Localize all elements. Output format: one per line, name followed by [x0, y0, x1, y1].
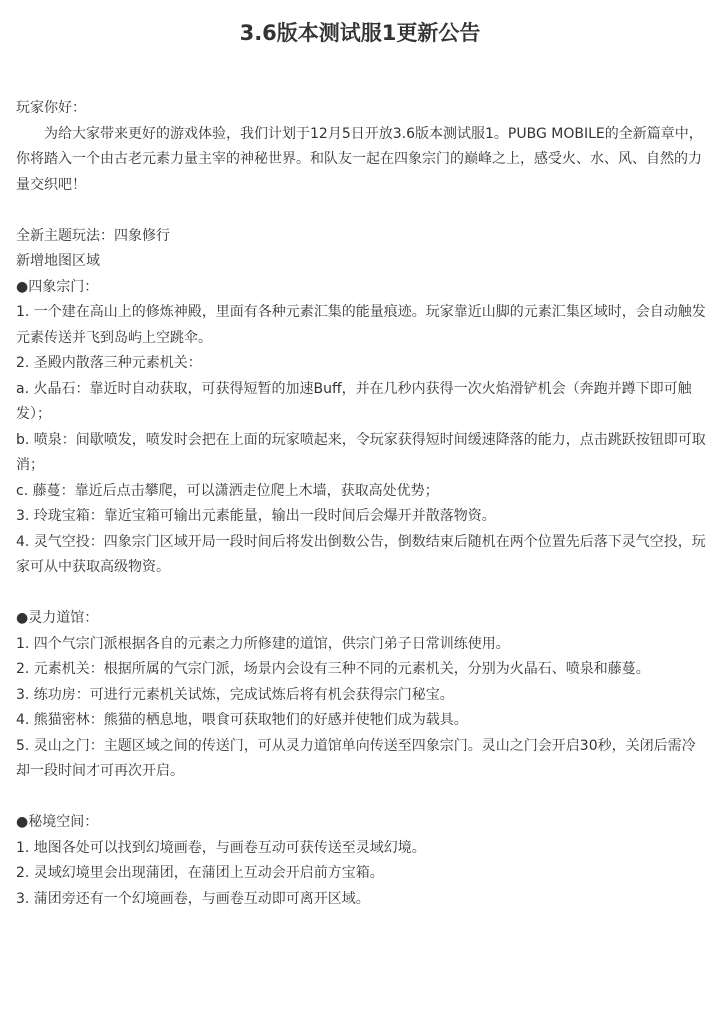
list-item: 3. 蒲团旁还有一个幻境画卷，与画卷互动即可离开区域。 — [16, 890, 370, 907]
list-item: 1. 四个气宗门派根据各自的元素之力所修建的道馆，供宗门弟子日常训练使用。 — [16, 635, 510, 652]
announcement-body — [16, 96, 706, 912]
sixiang-heading: ●四象宗门： — [16, 278, 99, 295]
list-item: a. 火晶石：靠近时自动获取，可获得短暂的加速Buff，并在几秒内获得一次火焰滑铲机会（奔跑并蹲下即可触发）； — [16, 380, 692, 422]
spacer — [16, 581, 706, 607]
spacer — [16, 198, 706, 224]
list-item: 2. 灵域幻境里会出现蒲团，在蒲团上互动会开启前方宝箱。 — [16, 865, 384, 881]
list-item: 2. 元素机关：根据所属的气宗门派，场景内会设有三种不同的元素机关，分别为火晶石、喷泉和藤蔓。 — [16, 661, 650, 677]
mijing-heading: ●秘境空间： — [16, 814, 99, 830]
list-item: 3. 玲珑宝箱：靠近宝箱可输出元素能量，输出一段时间后会爆开并散落物资。 — [16, 508, 496, 524]
theme-heading: 全新主题玩法：四象修行 — [16, 227, 170, 244]
greeting: 玩家你好： — [16, 100, 86, 116]
list-item: 5. 灵山之门：主题区域之间的传送门，可从灵力道馆单向传送至四象宗门。灵山之门会开启30秒，关闭后需冷却一段时间才可再次开启。 — [16, 737, 696, 779]
spacer — [16, 785, 706, 811]
list-item: 1. 地图各处可以找到幻境画卷，与画卷互动可获传送至灵域幻境。 — [16, 839, 426, 856]
list-item: 1. 一个建在高山上的修炼神殿，里面有各种元素汇集的能量痕迹。玩家靠近山脚的元素汇集区域时，会自动触发元素传送并飞到岛屿上空跳伞。 — [16, 304, 706, 346]
list-item: 3. 练功房：可进行元素机关试炼，完成试炼后将有机会获得宗门秘宝。 — [16, 686, 454, 703]
list-item: b. 喷泉：间歇喷发，喷发时会把在上面的玩家喷起来，令玩家获得短时间缓速降落的能力，点击跳跃按钮即可取消； — [16, 431, 706, 473]
list-item: c. 藤蔓：靠近后点击攀爬，可以潇洒走位爬上木墙，获取高处优势； — [16, 482, 439, 499]
map-heading: 新增地图区域 — [16, 253, 100, 269]
lingli-heading: ●灵力道馆： — [16, 610, 99, 626]
list-item: 2. 圣殿内散落三种元素机关： — [16, 355, 202, 371]
page-title: 3.6版本测试服1更新公告 — [239, 21, 481, 45]
list-item: 4. 熊猫密林：熊猫的栖息地，喂食可获取牠们的好感并使牠们成为载具。 — [16, 712, 468, 728]
list-item: 4. 灵气空投：四象宗门区域开局一段时间后将发出倒数公告，倒数结束后随机在两个位置先后落下灵气空投，玩家可从中获取高级物资。 — [16, 533, 706, 575]
intro-paragraph: 为给大家带来更好的游戏体验，我们计划于12月5日开放3.6版本测试服1。PUBG MOBILE的全新篇章中，你将踏入一个由古老元素力量主宰的神秘世界。和队友一起在四象宗门的巅峰之上，感受火、水、风、自然的力量交织吧！ — [16, 125, 703, 193]
